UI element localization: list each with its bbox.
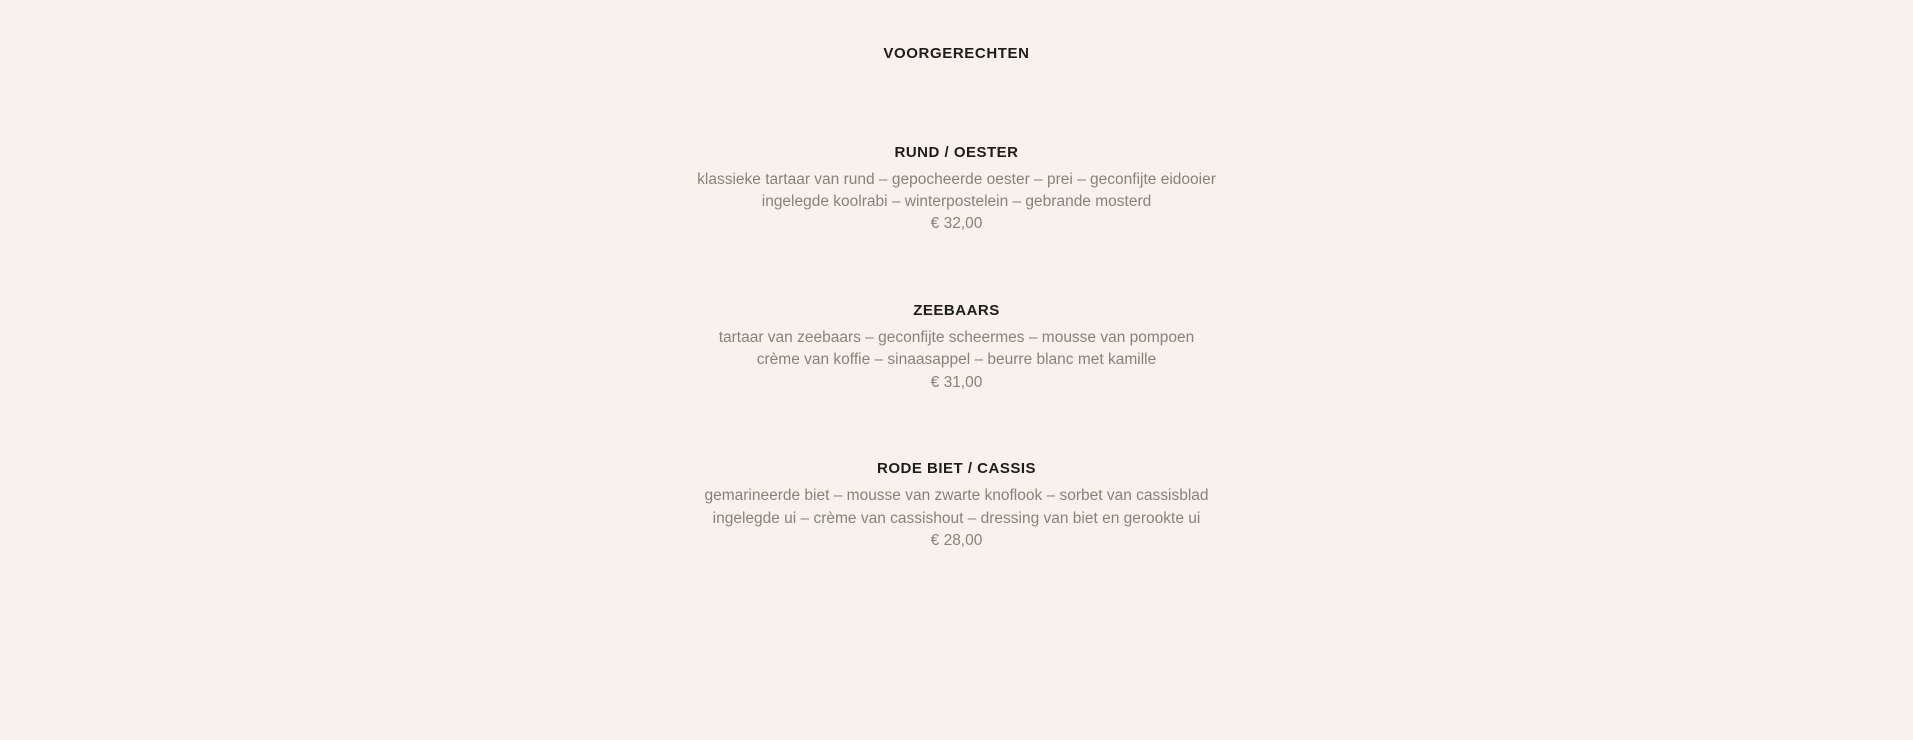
- dish-price: € 32,00: [930, 215, 983, 233]
- dish-name: RODE BIET / CASSIS: [876, 460, 1037, 478]
- menu-container: [677, 0, 1237, 553]
- menu-section-title: VOORGERECHTEN: [883, 45, 1030, 62]
- dish-name: ZEEBAARS: [913, 301, 1000, 319]
- dish-description-line-2: ingelegde koolrabi – winterpostelein – gebrande mosterd: [761, 192, 1152, 210]
- dish-price: € 28,00: [930, 532, 983, 550]
- dish-item: [677, 458, 1237, 552]
- dish-item: [677, 300, 1237, 394]
- dish-description-line-1: gemarineerde biet – mousse van zwarte knoflook – sorbet van cassisblad: [704, 487, 1209, 505]
- dish-description-line-2: crème van koffie – sinaasappel – beurre blanc met kamille: [756, 351, 1157, 369]
- dish-name: RUND / OESTER: [894, 143, 1019, 161]
- dish-item: [677, 142, 1237, 236]
- dish-description-line-1: klassieke tartaar van rund – gepocheerde oester – prei – geconfijte eidooier: [697, 170, 1216, 188]
- dish-description-line-2: ingelegde ui – crème van cassishout – dressing van biet en gerookte ui: [712, 509, 1201, 527]
- dish-price: € 31,00: [930, 373, 983, 391]
- dish-list: [677, 142, 1237, 553]
- dish-description-line-1: tartaar van zeebaars – geconfijte scheermes – mousse van pompoen: [718, 328, 1195, 346]
